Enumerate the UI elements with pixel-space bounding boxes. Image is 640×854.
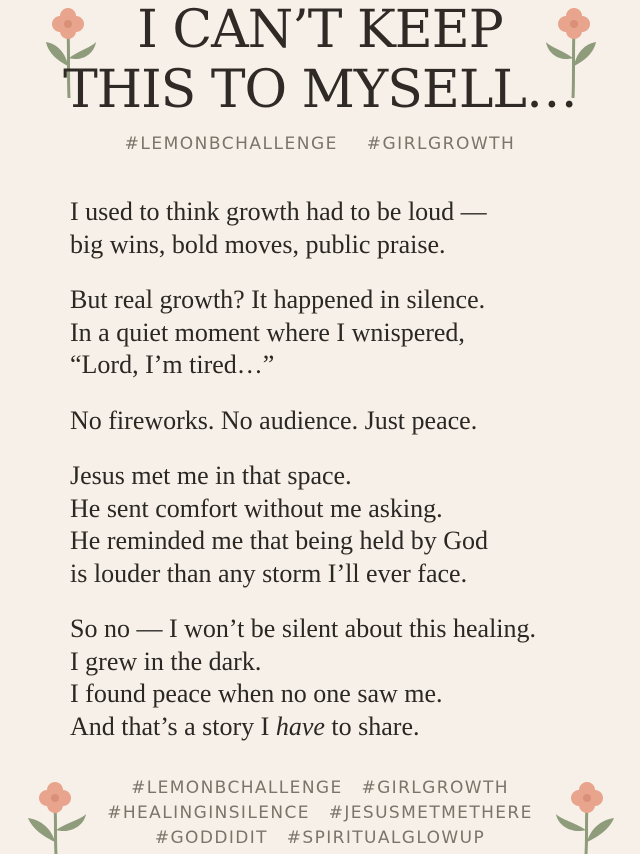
- last-line-after: to share.: [324, 711, 420, 741]
- text-line: So no — I won’t be silent about this healing.: [70, 614, 537, 643]
- page-title: [0, 0, 640, 120]
- hashtag-row: [0, 801, 640, 826]
- title-line-1: I CAN’T KEEP: [137, 0, 503, 60]
- poem-body: [70, 196, 630, 766]
- text-line: He sent comfort without me asking.: [70, 493, 443, 523]
- paragraph-4: [70, 460, 630, 590]
- hashtag: #LEMONBCHALLENGE: [124, 134, 338, 154]
- text-line: big wins, bold moves, public praise.: [70, 229, 446, 259]
- text-line: He reminded me that being held by God: [70, 526, 489, 555]
- hashtag: #GIRLGROWTH: [361, 778, 509, 798]
- hashtag-row: [0, 776, 640, 801]
- hashtag: #LEMONBCHALLENGE: [131, 778, 343, 798]
- text-line: Jesus met me in that space.: [70, 461, 352, 490]
- text-line: I found peace when no one saw me.: [70, 679, 443, 708]
- hashtag: #SPIRITUALGLOWUP: [286, 828, 486, 848]
- hashtag: #GIRLGROWTH: [366, 134, 516, 154]
- paragraph-1: [70, 196, 630, 261]
- hashtag-row: [0, 826, 640, 851]
- bottom-hashtags: [0, 776, 640, 851]
- top-hashtags: [0, 134, 640, 154]
- text-line: I grew in the dark.: [70, 646, 262, 676]
- text-line: I used to think growth had to be loud —: [70, 197, 487, 226]
- paragraph-5: [70, 613, 630, 743]
- text-line: is louder than any storm I’ll ever face.: [70, 558, 468, 588]
- text-line-last: [70, 711, 630, 744]
- text-line: “Lord, I’m tired…”: [70, 350, 275, 379]
- hashtag: #JESUSMETMETHERE: [328, 803, 533, 823]
- hashtag: #GODDIDIT: [154, 828, 268, 848]
- text-line: But real growth? It happened in silence.: [70, 285, 486, 314]
- last-line-before: And that’s a story I: [70, 711, 276, 741]
- hashtag: #HEALINGINSILENCE: [107, 803, 310, 823]
- text-line: In a quiet moment where I wnispered,: [70, 317, 465, 347]
- paragraph-2: [70, 284, 630, 382]
- last-line-emphasis: have: [275, 711, 325, 741]
- text-line: No fireworks. No audience. Just peace.: [70, 405, 478, 435]
- title-line-2: THIS TO MYSELL…: [63, 60, 577, 120]
- paragraph-3: [70, 405, 630, 438]
